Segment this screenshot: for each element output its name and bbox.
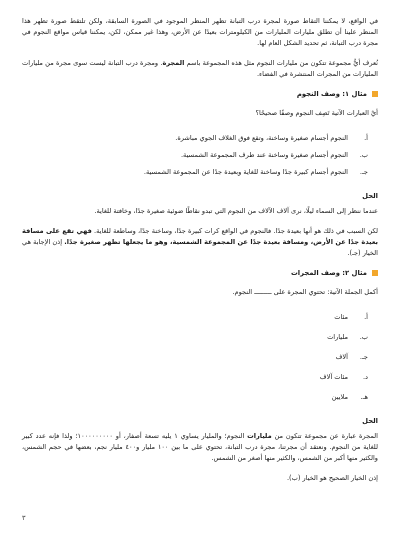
option-item: د. مئات آلاف	[319, 373, 368, 381]
galaxy-term: المجرة	[162, 59, 185, 67]
example-1-options	[22, 133, 368, 178]
intro-paragraph-2: نُعرف أيُّ مجموعة تتكون من مليارات النجوم مثل هذه المجموعة باسم المجرة. ومجرة درب التبانة ليست سوى مجرة من مليارات المليارات من المجرات المنتشرة في الفضاء.	[22, 59, 378, 78]
option-item: هـ. ملايين	[331, 393, 368, 401]
example-1-question: أيٌ العبارات الآتية تَصِف النجوم وصفًا صحيحًا؟	[255, 109, 378, 117]
intro-paragraph-1: في الواقع، لا يمكننا التقاط صورة لمجرة درب التبانة تظهر المنظر الموجود في الصورة السابقة، ولكن تلتقط صورة تظهر هذا المنظر علينا أن تطلق مليارات المليارات من الكيلومترات بعيدًا عن الأرض، وهذا غير ممكن، لكن، يمكننا قياس مواقع النجوم في مجرة درب التبانة، ثم تحديد الشكل العام لها.	[22, 17, 378, 47]
example-1-solution-paragraph-2: لكن السبب في ذلك هو أنها بعيدة جدًا. فالنجوم في الواقع كرات كبيرة جدًا، وساخنة جدًا، وساطعة للغاية. فهي تقع على مسافة بعيدة جدًا عن الأرض، ومسافة بعيدة جدًا عن المجموعة الشمسية، وهو ما يجعلها تظهر صغيرة جدًا. إذن الإجابة هي الخيار (جـ).	[22, 227, 379, 257]
example-2-solution-paragraph-1: المجرة عبارة عن مجموعة تتكون من مليارات النجوم؛ والمليار يساوي ١ يليه تسعة أصفار، أو ١٠٠٠٠٠٠٠٠٠؛ ولذا فإنه عدد كبير للغاية من النجوم. ونعتقد أن مجرتنا، مجرة درب التبانة، تحتوي على ما بين ١٠٠ مليار و٤٠٠ مليار نجم، بعضها في حجم الشمس، والكثير منها أكبر من الشمس، والكثير منها أصغر من الشمس.	[22, 432, 378, 462]
orange-square-icon	[372, 91, 378, 97]
option-item: أ. مئات	[334, 313, 368, 321]
example-1-heading: مثال ١: وصف النجوم	[22, 90, 378, 98]
orange-square-icon	[372, 270, 378, 276]
option-item: ب. مليارات	[327, 333, 368, 341]
example-2-solution-label: الحل	[362, 417, 378, 425]
example-1-solution-paragraph-1: عندما ننظر إلى السماء ليلًا، نرى آلاف الآلاف من النجوم التي تبدو نقاطًا ضوئية صغيرة جدًا، وخافتة للغاية.	[94, 207, 378, 215]
example-2-options	[22, 312, 368, 403]
option-item: ب. النجوم أجسام صغيرة وساخنة عند طرف المجموعة الشمسية.	[180, 151, 368, 159]
example-1-solution-label: الحل	[362, 192, 378, 200]
example-2-solution-paragraph-2: إذن الخيار الصحيح هو الخيار (ب).	[286, 474, 378, 482]
page-number: ٣	[22, 514, 26, 522]
option-item: جـ. آلاف	[335, 353, 368, 361]
example-2-heading: مثال ٢: وصف المجرات	[22, 269, 378, 277]
option-item: جـ. النجوم أجسام كبيرة جدًا وساخنة للغاية وبعيدة جدًا عن المجموعة الشمسية.	[143, 168, 368, 176]
example-2-question: أكمل الجملة الآتية: تحتوي المجرة على ـــــــــ النجوم.	[232, 288, 378, 296]
option-item: أ. النجوم أجسام صغيرة وساخنة، وتقع فوق الغلاف الجوي مباشرة.	[175, 134, 368, 142]
